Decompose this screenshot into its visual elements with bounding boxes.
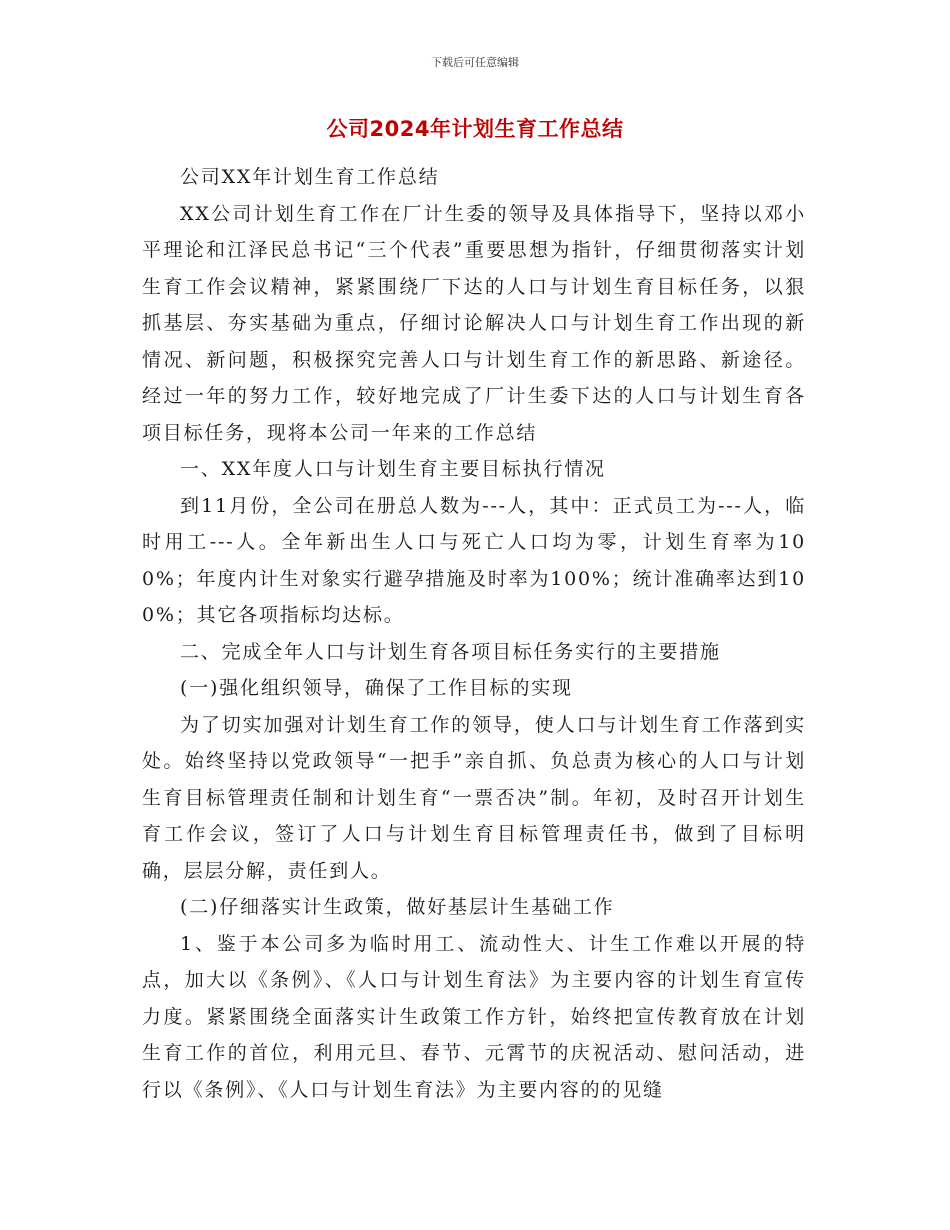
paragraph-leadership: 为了切实加强对计划生育工作的领导，使人口与计划生育工作落到实处。始终坚持以党政领导“一把手”亲自抓、负总责为核心的人口与计划生育目标管理责任制和计划生育“一票否决”制。年初，及时召开计划生育工作会议，签订了人口与计划生育目标管理责任书，做到了目标明确，层层分解，责任到人。 — [142, 713, 806, 882]
subsection-heading-1: (一)强化组织领导，确保了工作目标的实现 — [180, 677, 573, 699]
paragraph-intro: XX公司计划生育工作在厂计生委的领导及具体指导下，坚持以邓小平理论和江泽民总书记“三个代表”重要思想为指针，仔细贯彻落实计划生育工作会议精神，紧紧围绕厂下达的人口与计划生育目标任务，以狠抓基层、夯实基础为重点，仔细讨论解决人口与计划生育工作出现的新情况、新问题，积极探究完善人口与计划生育工作的新思路、新途径。经过一年的努力工作，较好地完成了厂计生委下达的人口与计划生育各项目标任务，现将本公司一年来的工作总结 — [142, 202, 806, 444]
header-note: 下载后可任意编辑 — [431, 56, 519, 69]
document-title: 公司2024年计划生育工作总结 — [326, 117, 624, 141]
document-body — [142, 159, 806, 1108]
section-heading-1: 一、XX年度人口与计划生育主要目标执行情况 — [180, 458, 606, 480]
paragraph-subtitle: 公司XX年计划生育工作总结 — [180, 166, 440, 188]
paragraph-publicity: 1、鉴于本公司多为临时用工、流动性大、计生工作难以开展的特点，加大以《条例》、《人口与计划生育法》为主要内容的计划生育宣传力度。紧紧围绕全面落实计生政策工作方针，始终把宣传教育放在计划生育工作的首位，利用元旦、春节、元霄节的庆祝活动、慰问活动，进行以《条例》、《人口与计划生育法》为主要内容的的见缝 — [142, 932, 806, 1101]
subsection-heading-2: (二)仔细落实计生政策，做好基层计生基础工作 — [180, 896, 615, 918]
section-heading-2: 二、完成全年人口与计划生育各项目标任务实行的主要措施 — [180, 640, 721, 663]
paragraph-statistics: 到11月份，全公司在册总人数为---人，其中：正式员工为---人，临时用工---人。全年新出生人口与死亡人口均为零，计划生育率为100%；年度内计生对象实行避孕措施及时率为100%；统计准确率达到100%；其它各项指标均达标。 — [142, 494, 806, 626]
